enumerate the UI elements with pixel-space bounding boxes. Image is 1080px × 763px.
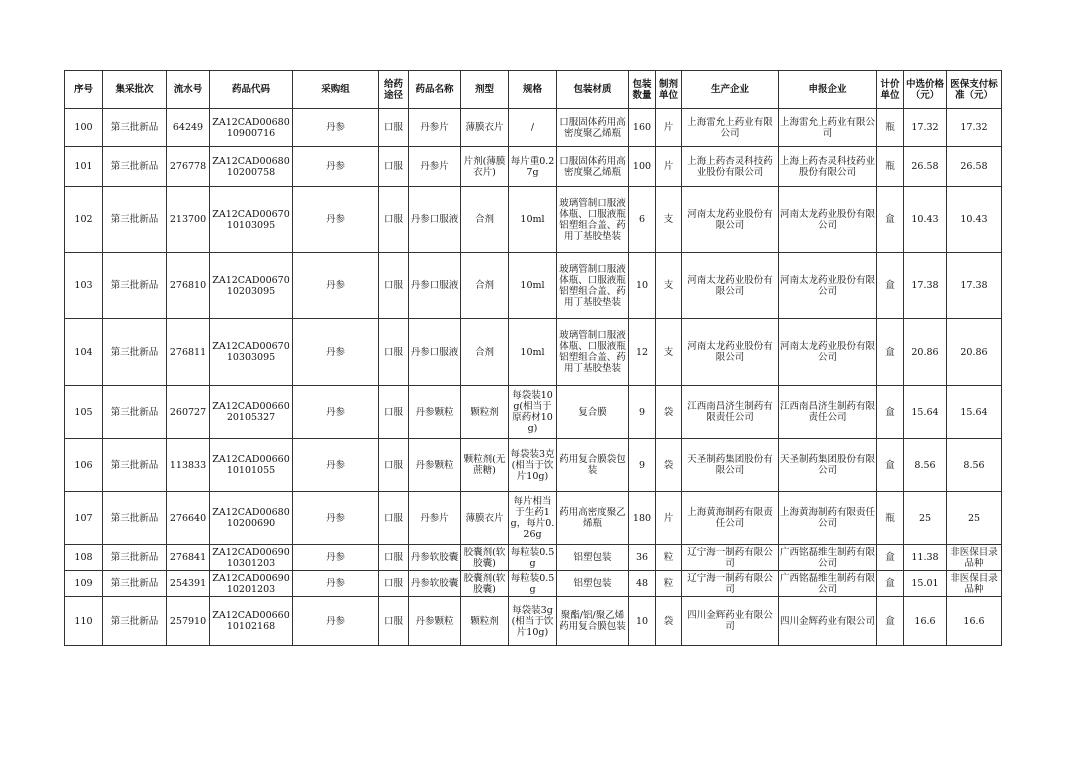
table-row [65, 597, 1002, 646]
table-cell: 10.43 [947, 187, 1002, 253]
table-cell: 丹参片 [409, 492, 461, 545]
table-cell: ZA12CAD00680 10200690 [210, 492, 293, 545]
table-cell: 口服固体药用高密度聚乙烯瓶 [557, 109, 629, 147]
table-cell: 110 [65, 597, 103, 646]
table-cell: 丹参 [293, 597, 379, 646]
table-cell: 每袋装3克(相当于饮片10g) [509, 439, 557, 492]
table-cell: 粒 [656, 545, 682, 571]
table-cell: 16.6 [904, 597, 947, 646]
table-cell: 109 [65, 571, 103, 597]
table-row [65, 386, 1002, 439]
table-row [65, 147, 1002, 187]
column-header: 包装材质 [557, 71, 629, 109]
table-cell: 天圣制药集团股份有限公司 [779, 439, 877, 492]
table-cell: 180 [629, 492, 656, 545]
table-row [65, 187, 1002, 253]
table-cell: 玻璃管制口服液体瓶、口服液瓶铝塑组合盖、药用丁基胶垫装 [557, 319, 629, 386]
table-cell: 口服 [379, 545, 409, 571]
table-cell: 11.38 [904, 545, 947, 571]
table-cell: 第三批新品 [103, 319, 167, 386]
table-cell: 第三批新品 [103, 386, 167, 439]
table-cell: 铝塑包装 [557, 545, 629, 571]
table-cell: 四川金辉药业有限公司 [682, 597, 779, 646]
table-cell: 河南太龙药业股份有限公司 [779, 253, 877, 319]
table-cell: 合剂 [461, 187, 509, 253]
table-cell: 48 [629, 571, 656, 597]
table-cell: 第三批新品 [103, 147, 167, 187]
table-cell: 盒 [877, 253, 904, 319]
table-header-row [65, 71, 1002, 109]
table-cell: 丹参片 [409, 147, 461, 187]
table-cell: 铝塑包装 [557, 571, 629, 597]
table-cell: ZA12CAD00670 10303095 [210, 319, 293, 386]
table-cell: 胶囊剂(软胶囊) [461, 571, 509, 597]
table-cell: 20.86 [904, 319, 947, 386]
table-cell: 上海上药杏灵科技药业股份有限公司 [682, 147, 779, 187]
column-header: 药品代码 [210, 71, 293, 109]
table-cell: 盒 [877, 319, 904, 386]
table-cell: 盒 [877, 386, 904, 439]
table-cell: 113833 [167, 439, 210, 492]
table-cell: 支 [656, 187, 682, 253]
table-cell: 丹参 [293, 109, 379, 147]
table-cell: 20.86 [947, 319, 1002, 386]
table-cell: 口服 [379, 253, 409, 319]
table-cell: 10ml [509, 253, 557, 319]
table-cell: 15.01 [904, 571, 947, 597]
table-cell: 丹参口服液 [409, 187, 461, 253]
column-header: 给药途径 [379, 71, 409, 109]
table-cell: 8.56 [904, 439, 947, 492]
column-header: 包装数量 [629, 71, 656, 109]
table-cell: 64249 [167, 109, 210, 147]
drug-price-sheet [64, 70, 1002, 646]
table-cell: 口服 [379, 319, 409, 386]
table-cell: ZA12CAD00680 10200758 [210, 147, 293, 187]
table-cell: 盒 [877, 439, 904, 492]
table-cell: 口服 [379, 386, 409, 439]
table-cell: 第三批新品 [103, 545, 167, 571]
table-cell: 25 [904, 492, 947, 545]
table-cell: 101 [65, 147, 103, 187]
table-cell: 上海黄海制药有限责任公司 [682, 492, 779, 545]
table-cell: ZA12CAD00670 10203095 [210, 253, 293, 319]
table-cell: 非医保目录品种 [947, 545, 1002, 571]
table-cell: 25 [947, 492, 1002, 545]
table-cell: 盒 [877, 545, 904, 571]
table-cell: 15.64 [904, 386, 947, 439]
table-cell: 片 [656, 109, 682, 147]
table-cell: 薄膜衣片 [461, 492, 509, 545]
table-row [65, 253, 1002, 319]
table-cell: ZA12CAD00670 10103095 [210, 187, 293, 253]
table-cell: 袋 [656, 386, 682, 439]
table-cell: 丹参软胶囊 [409, 545, 461, 571]
table-cell: 17.38 [947, 253, 1002, 319]
table-cell: 276778 [167, 147, 210, 187]
table-cell: 口服 [379, 439, 409, 492]
table-cell: 四川金辉药业有限公司 [779, 597, 877, 646]
column-header: 药品名称 [409, 71, 461, 109]
table-cell: 口服 [379, 109, 409, 147]
table-cell: 口服 [379, 571, 409, 597]
table-cell: 丹参 [293, 187, 379, 253]
table-cell: 上海黄海制药有限责任公司 [779, 492, 877, 545]
column-header: 集采批次 [103, 71, 167, 109]
table-cell: 10.43 [904, 187, 947, 253]
table-cell: 100 [65, 109, 103, 147]
table-cell: 袋 [656, 597, 682, 646]
table-cell: 10ml [509, 187, 557, 253]
table-cell: 第三批新品 [103, 571, 167, 597]
table-cell: 瓶 [877, 147, 904, 187]
drug-price-table [64, 70, 1002, 646]
table-cell: 聚酯/铝/聚乙烯药用复合膜包装 [557, 597, 629, 646]
table-cell: 12 [629, 319, 656, 386]
table-cell: 颗粒剂 [461, 597, 509, 646]
table-cell: 薄膜衣片 [461, 109, 509, 147]
table-cell: 丹参 [293, 571, 379, 597]
table-cell: 10 [629, 597, 656, 646]
table-cell: 支 [656, 253, 682, 319]
table-cell: 袋 [656, 439, 682, 492]
table-cell: 每粒装0.5g [509, 571, 557, 597]
table-cell: ZA12CAD00680 10900716 [210, 109, 293, 147]
table-cell: 天圣制药集团股份有限公司 [682, 439, 779, 492]
column-header: 计价单位 [877, 71, 904, 109]
table-cell: 17.32 [904, 109, 947, 147]
table-cell: 上海雷允上药业有限公司 [779, 109, 877, 147]
table-cell: 颗粒剂(无蔗糖) [461, 439, 509, 492]
table-cell: 药用复合膜袋包装 [557, 439, 629, 492]
table-cell: ZA12CAD00690 10201203 [210, 571, 293, 597]
table-cell: 107 [65, 492, 103, 545]
table-cell: 合剂 [461, 319, 509, 386]
table-cell: 9 [629, 386, 656, 439]
table-cell: 每袋装10g(相当于原药材10g) [509, 386, 557, 439]
table-cell: 盒 [877, 187, 904, 253]
table-cell: 102 [65, 187, 103, 253]
table-cell: 103 [65, 253, 103, 319]
table-cell: 丹参 [293, 386, 379, 439]
table-cell: 36 [629, 545, 656, 571]
table-row [65, 319, 1002, 386]
table-cell: 17.38 [904, 253, 947, 319]
table-cell: 丹参口服液 [409, 253, 461, 319]
table-cell: 口服 [379, 597, 409, 646]
table-cell: 口服 [379, 147, 409, 187]
table-cell: 第三批新品 [103, 597, 167, 646]
table-cell: 100 [629, 147, 656, 187]
table-cell: 每片相当于生药1g，每片0.26g [509, 492, 557, 545]
table-cell: 276811 [167, 319, 210, 386]
table-cell: 每片重0.27g [509, 147, 557, 187]
table-cell: 丹参颗粒 [409, 597, 461, 646]
table-cell: 玻璃管制口服液体瓶、口服液瓶铝塑组合盖、药用丁基胶垫装 [557, 187, 629, 253]
table-cell: 河南太龙药业股份有限公司 [779, 319, 877, 386]
column-header: 生产企业 [682, 71, 779, 109]
table-cell: 片 [656, 492, 682, 545]
table-cell: 15.64 [947, 386, 1002, 439]
table-cell: 9 [629, 439, 656, 492]
table-cell: 辽宁海一制药有限公司 [682, 545, 779, 571]
table-cell: 玻璃管制口服液体瓶、口服液瓶铝塑组合盖、药用丁基胶垫装 [557, 253, 629, 319]
column-header: 中选价格（元） [904, 71, 947, 109]
table-cell: ZA12CAD00660 10101055 [210, 439, 293, 492]
table-cell: 丹参颗粒 [409, 439, 461, 492]
table-cell: 257910 [167, 597, 210, 646]
table-row [65, 545, 1002, 571]
column-header: 序号 [65, 71, 103, 109]
table-cell: 颗粒剂 [461, 386, 509, 439]
table-cell: 辽宁海一制药有限公司 [682, 571, 779, 597]
table-cell: 10ml [509, 319, 557, 386]
table-cell: ZA12CAD00660 20105327 [210, 386, 293, 439]
table-cell: 丹参 [293, 319, 379, 386]
table-cell: 盒 [877, 571, 904, 597]
table-cell: 104 [65, 319, 103, 386]
table-cell: 16.6 [947, 597, 1002, 646]
table-cell: 丹参颗粒 [409, 386, 461, 439]
table-cell: 丹参 [293, 545, 379, 571]
table-cell: 胶囊剂(软胶囊) [461, 545, 509, 571]
table-row [65, 492, 1002, 545]
table-cell: 第三批新品 [103, 253, 167, 319]
table-cell: 片 [656, 147, 682, 187]
table-cell: 粒 [656, 571, 682, 597]
table-cell: 河南太龙药业股份有限公司 [779, 187, 877, 253]
table-cell: 丹参片 [409, 109, 461, 147]
table-cell: 213700 [167, 187, 210, 253]
table-cell: 105 [65, 386, 103, 439]
table-row [65, 571, 1002, 597]
table-cell: 江西南昌济生制药有限责任公司 [779, 386, 877, 439]
table-cell: 每袋装3g(相当于饮片10g) [509, 597, 557, 646]
table-cell: 非医保目录品种 [947, 571, 1002, 597]
column-header: 剂型 [461, 71, 509, 109]
table-cell: 276810 [167, 253, 210, 319]
table-cell: 第三批新品 [103, 109, 167, 147]
table-cell: 26.58 [947, 147, 1002, 187]
table-row [65, 109, 1002, 147]
table-cell: 10 [629, 253, 656, 319]
table-cell: 第三批新品 [103, 492, 167, 545]
table-cell: 丹参 [293, 492, 379, 545]
table-cell: 每粒装0.5g [509, 545, 557, 571]
table-cell: 盒 [877, 597, 904, 646]
table-cell: 276640 [167, 492, 210, 545]
table-cell: 口服固体药用高密度聚乙烯瓶 [557, 147, 629, 187]
table-cell: 合剂 [461, 253, 509, 319]
table-cell: 丹参口服液 [409, 319, 461, 386]
table-cell: 8.56 [947, 439, 1002, 492]
table-cell: 丹参 [293, 253, 379, 319]
table-cell: 丹参软胶囊 [409, 571, 461, 597]
table-cell: 广西铭磊维生制药有限公司 [780, 546, 876, 569]
table-cell: 瓶 [877, 492, 904, 545]
table-cell: 17.32 [947, 109, 1002, 147]
column-header: 规格 [509, 71, 557, 109]
table-cell: 106 [65, 439, 103, 492]
table-cell: 276841 [167, 545, 210, 571]
table-cell: 河南太龙药业股份有限公司 [682, 187, 779, 253]
column-header: 流水号 [167, 71, 210, 109]
column-header: 申报企业 [779, 71, 877, 109]
table-cell: 河南太龙药业股份有限公司 [682, 253, 779, 319]
table-cell: 上海上药杏灵科技药业股份有限公司 [779, 147, 877, 187]
table-body [65, 109, 1002, 646]
column-header: 采购组 [293, 71, 379, 109]
table-cell: ZA12CAD00690 10301203 [210, 545, 293, 571]
table-cell: 河南太龙药业股份有限公司 [682, 319, 779, 386]
table-cell: 复合膜 [557, 386, 629, 439]
table-cell: / [509, 109, 557, 147]
table-cell: 108 [65, 545, 103, 571]
table-cell: 口服 [379, 492, 409, 545]
table-cell: 26.58 [904, 147, 947, 187]
table-cell: 丹参 [293, 147, 379, 187]
table-cell: 丹参 [293, 439, 379, 492]
table-cell: ZA12CAD00660 10102168 [210, 597, 293, 646]
table-cell: 片剂(薄膜衣片) [461, 147, 509, 187]
table-cell: 6 [629, 187, 656, 253]
table-row [65, 439, 1002, 492]
table-cell: 160 [629, 109, 656, 147]
table-cell: 口服 [379, 187, 409, 253]
table-cell: 第三批新品 [103, 439, 167, 492]
table-cell: 260727 [167, 386, 210, 439]
table-cell: 第三批新品 [103, 187, 167, 253]
column-header: 制剂单位 [656, 71, 682, 109]
table-cell: 支 [656, 319, 682, 386]
column-header: 医保支付标准（元） [947, 71, 1002, 109]
table-cell: 药用高密度聚乙烯瓶 [557, 492, 629, 545]
table-cell: 广西铭磊维生制药有限公司 [780, 572, 876, 595]
table-cell: 上海雷允上药业有限公司 [682, 109, 779, 147]
table-cell: 江西南昌济生制药有限责任公司 [682, 386, 779, 439]
table-cell: 瓶 [877, 109, 904, 147]
table-cell: 254391 [167, 571, 210, 597]
